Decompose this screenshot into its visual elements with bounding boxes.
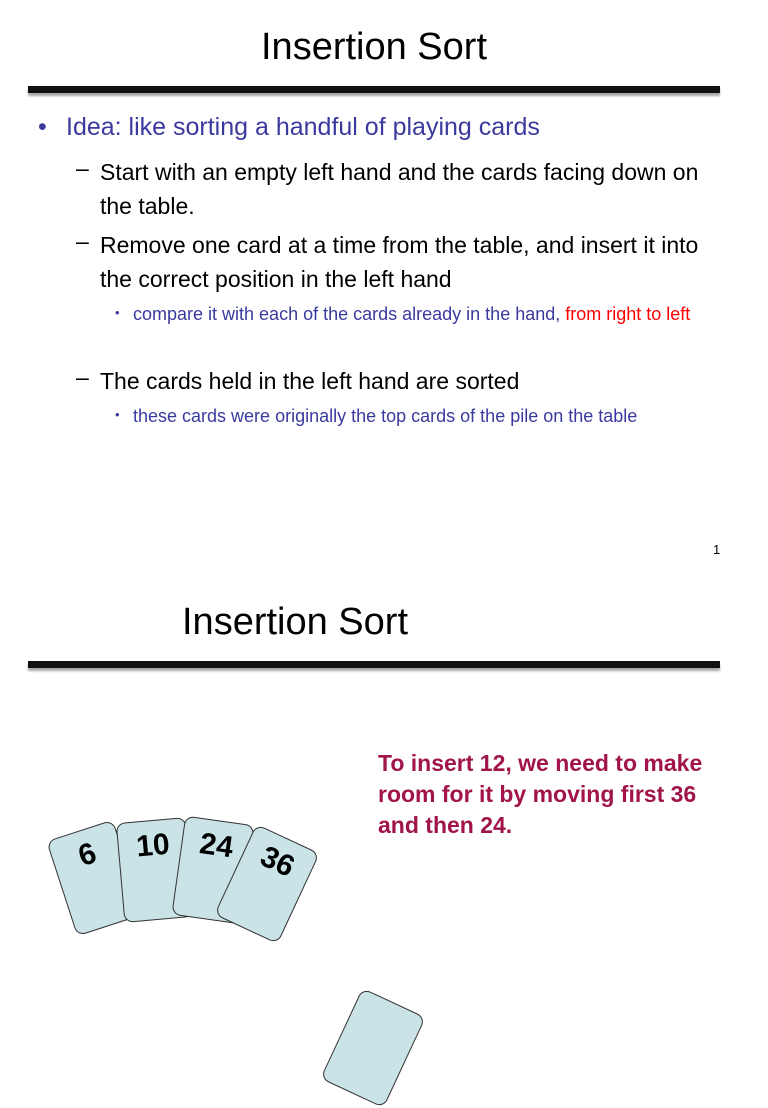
card-10-value: 10 — [134, 827, 171, 864]
slide2-title-rule — [28, 661, 720, 668]
bullet-dot: • — [115, 305, 120, 320]
sub-bullet-3: The cards held in the left hand are sorted — [100, 368, 520, 394]
sub-bullet-2: Remove one card at a time from the table, and insert it into the correct position in the left hand — [100, 232, 699, 292]
slide2-title: Insertion Sort — [182, 601, 408, 643]
page-number: 1 — [713, 542, 721, 557]
dash-marker: – — [76, 228, 89, 254]
slide1-title: Insertion Sort — [261, 26, 487, 68]
card-24-value: 24 — [197, 827, 236, 865]
note-blue-text: compare it with each of the cards already in the hand, — [133, 304, 566, 324]
sub-bullet-2-note — [133, 300, 713, 328]
sub-bullet-3-note: these cards were originally the top cards of the pile on the table — [133, 406, 638, 426]
card-partial — [320, 988, 426, 1108]
insert-note: To insert 12, we need to make room for it by moving first 36 and then 24. — [378, 750, 703, 838]
dash-marker: – — [76, 155, 89, 181]
note-red-text: from right to left — [565, 304, 691, 324]
main-bullet: Idea: like sorting a handful of playing cards — [66, 113, 540, 141]
card-36-value: 36 — [255, 839, 300, 884]
bullet-dot: • — [38, 113, 47, 141]
card-6-value: 6 — [74, 836, 101, 873]
bullet-dot: • — [115, 407, 120, 422]
slide1-title-rule — [28, 86, 720, 93]
dash-marker: – — [76, 364, 89, 390]
sub-bullet-1: Start with an empty left hand and the cards facing down on the table. — [100, 159, 699, 219]
